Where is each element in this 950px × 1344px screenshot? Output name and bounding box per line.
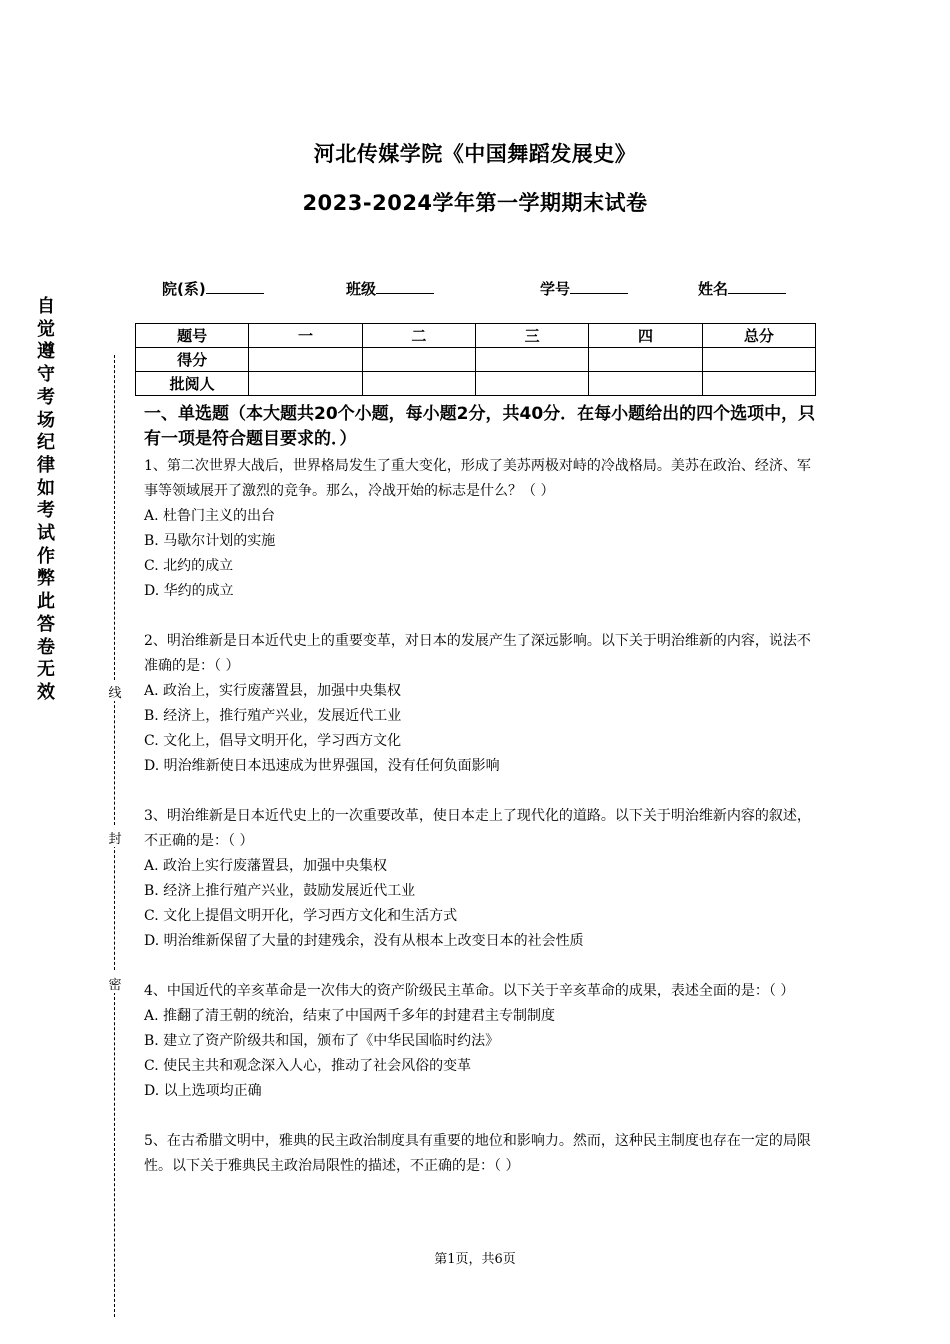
option-b[interactable]: B. 经济上推行殖产兴业，鼓励发展近代工业	[144, 883, 416, 899]
grader-row-label: 批阅人	[136, 372, 249, 396]
exam-discipline-notice: 自觉遵守考场纪律如考试作弊此答卷无效	[37, 296, 55, 703]
option-c[interactable]: C. 文化上，倡导文明开化，学习西方文化	[144, 733, 402, 749]
question-stem: 5、在古希腊文明中，雅典的民主政治制度具有重要的地位和影响力。然而，这种民主制度也存在一定的局限性。以下关于雅典民主政治局限性的描述，不正确的是：（ ）	[144, 1133, 811, 1174]
page-number: 第1页，共6页	[434, 1252, 516, 1267]
score-cell[interactable]	[475, 348, 588, 372]
grader-cell[interactable]	[702, 372, 815, 396]
class-field[interactable]	[346, 278, 434, 299]
option-d[interactable]: D. 明治维新使日本迅速成为世界强国，没有任何负面影响	[144, 758, 500, 774]
option-b[interactable]: B. 建立了资产阶级共和国，颁布了《中华民国临时约法》	[144, 1033, 500, 1049]
option-a[interactable]: A. 政治上实行废藩置县，加强中央集权	[144, 858, 388, 874]
exam-title-line1: 河北传媒学院《中国舞蹈发展史》	[313, 142, 637, 166]
question	[144, 1129, 819, 1179]
score-header-cell: 总分	[702, 324, 815, 348]
student-id-label: 学号	[540, 280, 571, 298]
seal-dashed-line	[114, 992, 115, 1317]
name-blank[interactable]	[728, 279, 786, 294]
option-d[interactable]: D. 明治维新保留了大量的封建残余，没有从根本上改变日本的社会性质	[144, 933, 584, 949]
grader-cell[interactable]	[475, 372, 588, 396]
score-header-cell: 四	[589, 324, 702, 348]
question-stem: 4、中国近代的辛亥革命是一次伟大的资产阶级民主革命。以下关于辛亥革命的成果，表述全面的是：（ ）	[144, 983, 795, 999]
class-label: 班级	[346, 280, 377, 298]
score-header-cell: 二	[362, 324, 475, 348]
department-blank[interactable]	[206, 279, 264, 294]
option-b[interactable]: B. 马歇尔计划的实施	[144, 533, 276, 549]
question-stem: 1、第二次世界大战后，世界格局发生了重大变化，形成了美苏两极对峙的冷战格局。美苏在政治、经济、军事等领域展开了激烈的竞争。那么，冷战开始的标志是什么？（ ）	[144, 458, 811, 499]
section-heading: 一、单选题（本大题共20个小题，每小题2分，共40分．在每小题给出的四个选项中，只有一项是符合题目要求的．）	[144, 404, 816, 449]
seal-char-line: 线	[106, 682, 124, 701]
option-a[interactable]: A. 政治上，实行废藩置县，加强中央集权	[144, 683, 402, 699]
exam-content	[144, 402, 819, 1204]
option-c[interactable]: C. 使民主共和观念深入人心，推动了社会风俗的变革	[144, 1058, 472, 1074]
grader-cell[interactable]	[362, 372, 475, 396]
seal-dashed-line	[114, 700, 115, 825]
score-header-cell: 三	[475, 324, 588, 348]
question	[144, 979, 819, 1104]
grader-cell[interactable]	[589, 372, 702, 396]
score-header-cell: 一	[249, 324, 362, 348]
department-label: 院(系)	[162, 280, 206, 298]
seal-char-secret: 密	[106, 974, 124, 993]
question-stem: 3、明治维新是日本近代史上的一次重要改革，使日本走上了现代化的道路。以下关于明治维新内容的叙述，不正确的是：（ ）	[144, 808, 811, 849]
score-row-label: 得分	[136, 348, 249, 372]
class-blank[interactable]	[376, 279, 434, 294]
option-d[interactable]: D. 以上选项均正确	[144, 1083, 262, 1099]
seal-char-seal: 封	[106, 828, 124, 847]
score-cell[interactable]	[362, 348, 475, 372]
department-field[interactable]	[162, 278, 264, 299]
option-c[interactable]: C. 文化上提倡文明开化，学习西方文化和生活方式	[144, 908, 458, 924]
option-d[interactable]: D. 华约的成立	[144, 583, 234, 599]
option-a[interactable]: A. 推翻了清王朝的统治，结束了中国两千多年的封建君主专制制度	[144, 1008, 556, 1024]
score-cell[interactable]	[702, 348, 815, 372]
score-table-header-row	[136, 324, 816, 348]
name-label: 姓名	[698, 280, 729, 298]
score-cell[interactable]	[249, 348, 362, 372]
student-id-field[interactable]	[540, 278, 628, 299]
question	[144, 804, 819, 954]
score-row	[136, 348, 816, 372]
name-field[interactable]	[698, 278, 786, 299]
question	[144, 454, 819, 604]
question-stem: 2、明治维新是日本近代史上的重要变革，对日本的发展产生了深远影响。以下关于明治维新的内容，说法不准确的是：（ ）	[144, 633, 811, 674]
option-c[interactable]: C. 北约的成立	[144, 558, 234, 574]
seal-dashed-line	[114, 355, 115, 680]
question	[144, 629, 819, 779]
option-b[interactable]: B. 经济上，推行殖产兴业，发展近代工业	[144, 708, 402, 724]
exam-title-line2: 2023-2024学年第一学期期末试卷	[302, 191, 648, 215]
grader-row	[136, 372, 816, 396]
score-cell[interactable]	[589, 348, 702, 372]
student-id-blank[interactable]	[570, 279, 628, 294]
option-a[interactable]: A. 杜鲁门主义的出台	[144, 508, 276, 524]
score-table	[135, 323, 816, 396]
grader-cell[interactable]	[249, 372, 362, 396]
score-header-cell: 题号	[136, 324, 249, 348]
seal-dashed-line	[114, 845, 115, 970]
